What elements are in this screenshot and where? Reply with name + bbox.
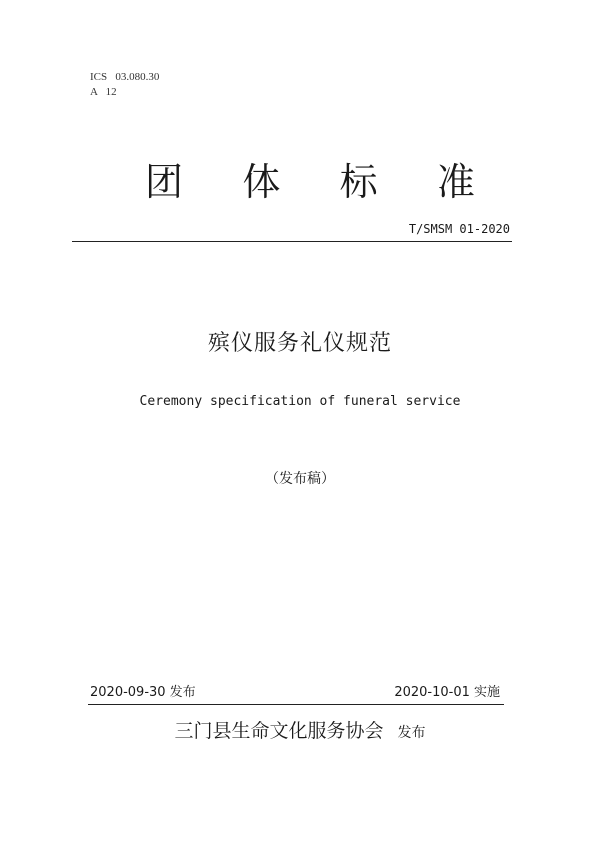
- standard-type-char: 体: [242, 160, 281, 204]
- publisher-row: [0, 716, 600, 743]
- publisher-name: 三门县生命文化服务协会: [174, 720, 384, 742]
- standard-number: T/SMSM 01-2020: [408, 222, 510, 236]
- document-title-chinese: 殡仪服务礼仪规范: [207, 331, 392, 356]
- date-row: [90, 681, 500, 700]
- standard-type-heading: [145, 158, 475, 206]
- document-title-english: Ceremony specification of funeral service: [139, 394, 461, 409]
- ics-code: ICS 03.080.30: [90, 71, 160, 83]
- release-date: 2020-09-30 发布: [90, 685, 196, 700]
- bottom-divider: [88, 704, 504, 705]
- standard-type-char: 标: [339, 160, 378, 204]
- standard-type-char: 团: [145, 160, 184, 204]
- draft-status-label: （发布稿）: [265, 471, 335, 487]
- classification-block: [90, 70, 159, 100]
- class-code: A 12: [90, 86, 117, 98]
- publisher-suffix: 发布: [397, 725, 426, 741]
- implementation-date: 2020-10-01 实施: [394, 685, 500, 700]
- top-divider: [72, 241, 512, 242]
- standard-type-char: 准: [436, 160, 475, 204]
